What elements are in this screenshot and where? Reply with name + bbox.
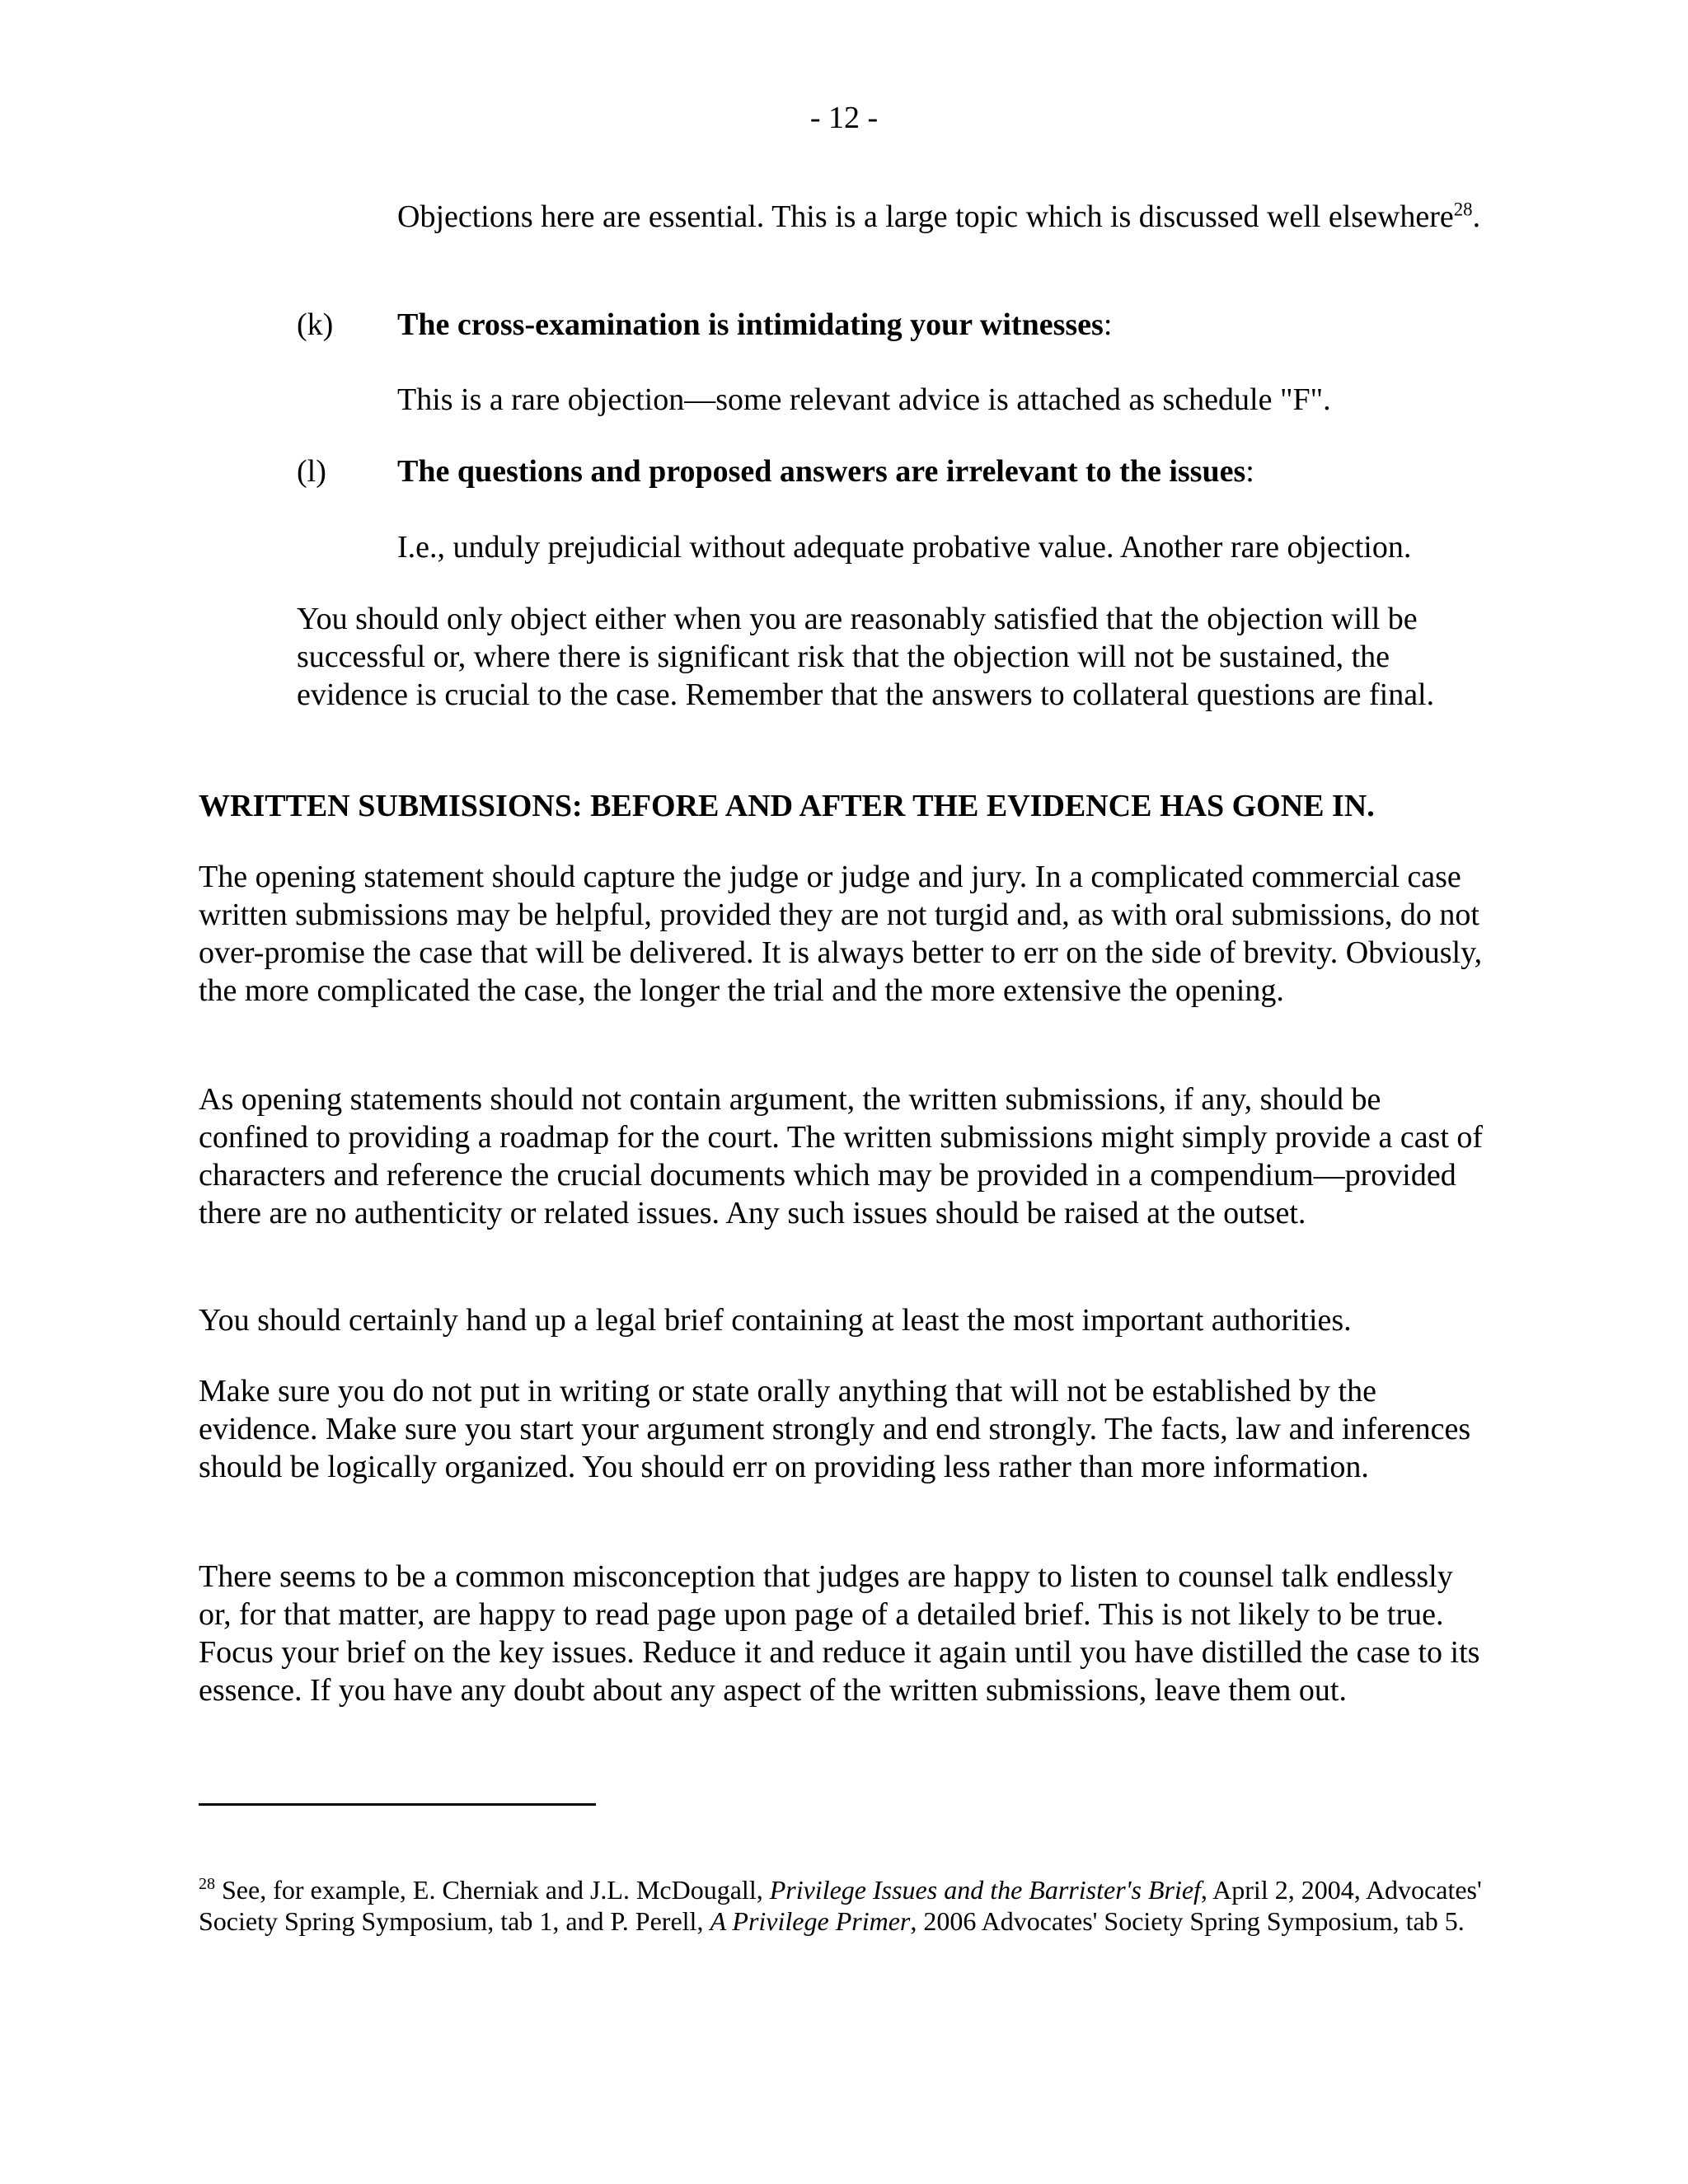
item-l-label: (l) — [297, 454, 326, 489]
footnote-part-2: , April 2, 2004, Advocates' Society Spring Symposium, tab 1, and P. Perell, — [199, 1875, 1482, 1936]
footnote-part-1: See, for example, E. Cherniak and J.L. McDougall, — [215, 1875, 770, 1905]
item-l-body: I.e., unduly prejudicial without adequate probative value. Another rare objection. — [397, 530, 1412, 565]
item-k-heading: The cross-examination is intimidating your witnesses — [397, 307, 1104, 342]
footnote-title-1: Privilege Issues and the Barrister's Brief — [769, 1875, 1201, 1905]
section-heading: WRITTEN SUBMISSIONS: BEFORE AND AFTER THE EVIDENCE HAS GONE IN. — [199, 789, 1375, 823]
footnote-number: 28 — [199, 1875, 215, 1893]
footnote-part-3: , 2006 Advocates' Society Spring Symposium, tab 5. — [910, 1906, 1465, 1936]
footnote-separator — [199, 1803, 596, 1806]
body-paragraph-3: You should certainly hand up a legal brief containing at least the most important authorities. — [199, 1303, 1352, 1338]
objection-summary-paragraph: You should only object either when you are reasonably satisfied that the objection will be successful or, where there is significant risk that the objection will not be sustained, the evidence is crucial to the case. Remember that the answers to collateral questions are final. — [297, 602, 1435, 712]
footnote-ref: 28 — [1453, 199, 1473, 220]
body-paragraph-5: There seems to be a common misconception that judges are happy to listen to counsel talk endlessly or, for that matter, are happy to read page upon page of a detailed brief. This is not likely to be true. Focus your brief on the key issues. Reduce it and reduce it again until you have distilled the case to its essence. If you have any doubt about any aspect of the written submissions, leave them out. — [199, 1559, 1480, 1708]
footnote — [199, 1874, 1501, 1937]
continued-end: . — [1472, 199, 1481, 234]
body-paragraph-2: As opening statements should not contain argument, the written submissions, if any, should be confined to providing a roadmap for the court. The written submissions might simply provide a cast of characters and reference the crucial documents which may be provided in a compendium—provided there are no authenticity or related issues. Any such issues should be raised at the outset. — [199, 1082, 1484, 1230]
body-paragraph-4: Make sure you do not put in writing or state orally anything that will not be established by the evidence. Make sure you start your argument strongly and end strongly. The facts, law and inferences should be logically organized. You should err on providing less rather than more information. — [199, 1374, 1471, 1484]
item-l-heading-line — [397, 452, 1551, 490]
footnote-title-2: A Privilege Primer — [710, 1906, 911, 1936]
page-number: - 12 - — [809, 101, 879, 135]
item-k-body: This is a rare objection—some relevant advice is attached as schedule "F". — [397, 382, 1331, 417]
continued-paragraph — [397, 198, 1493, 236]
item-l-colon: : — [1245, 454, 1254, 489]
continued-text: Objections here are essential. This is a large topic which is discussed well elsewhere — [397, 199, 1454, 234]
item-k-colon: : — [1103, 307, 1113, 342]
item-k-heading-line — [397, 306, 1551, 344]
item-l-heading: The questions and proposed answers are irrelevant to the issues — [397, 454, 1246, 489]
item-k-label: (k) — [297, 307, 334, 342]
body-paragraph-1: The opening statement should capture the judge or judge and jury. In a complicated commercial case written submissions may be helpful, provided they are not turgid and, as with oral submissions, do not over-promise the case that will be delivered. It is always better to err on the side of brevity. Obviously, the more complicated the case, the longer the trial and the more extensive the opening. — [199, 860, 1483, 1008]
